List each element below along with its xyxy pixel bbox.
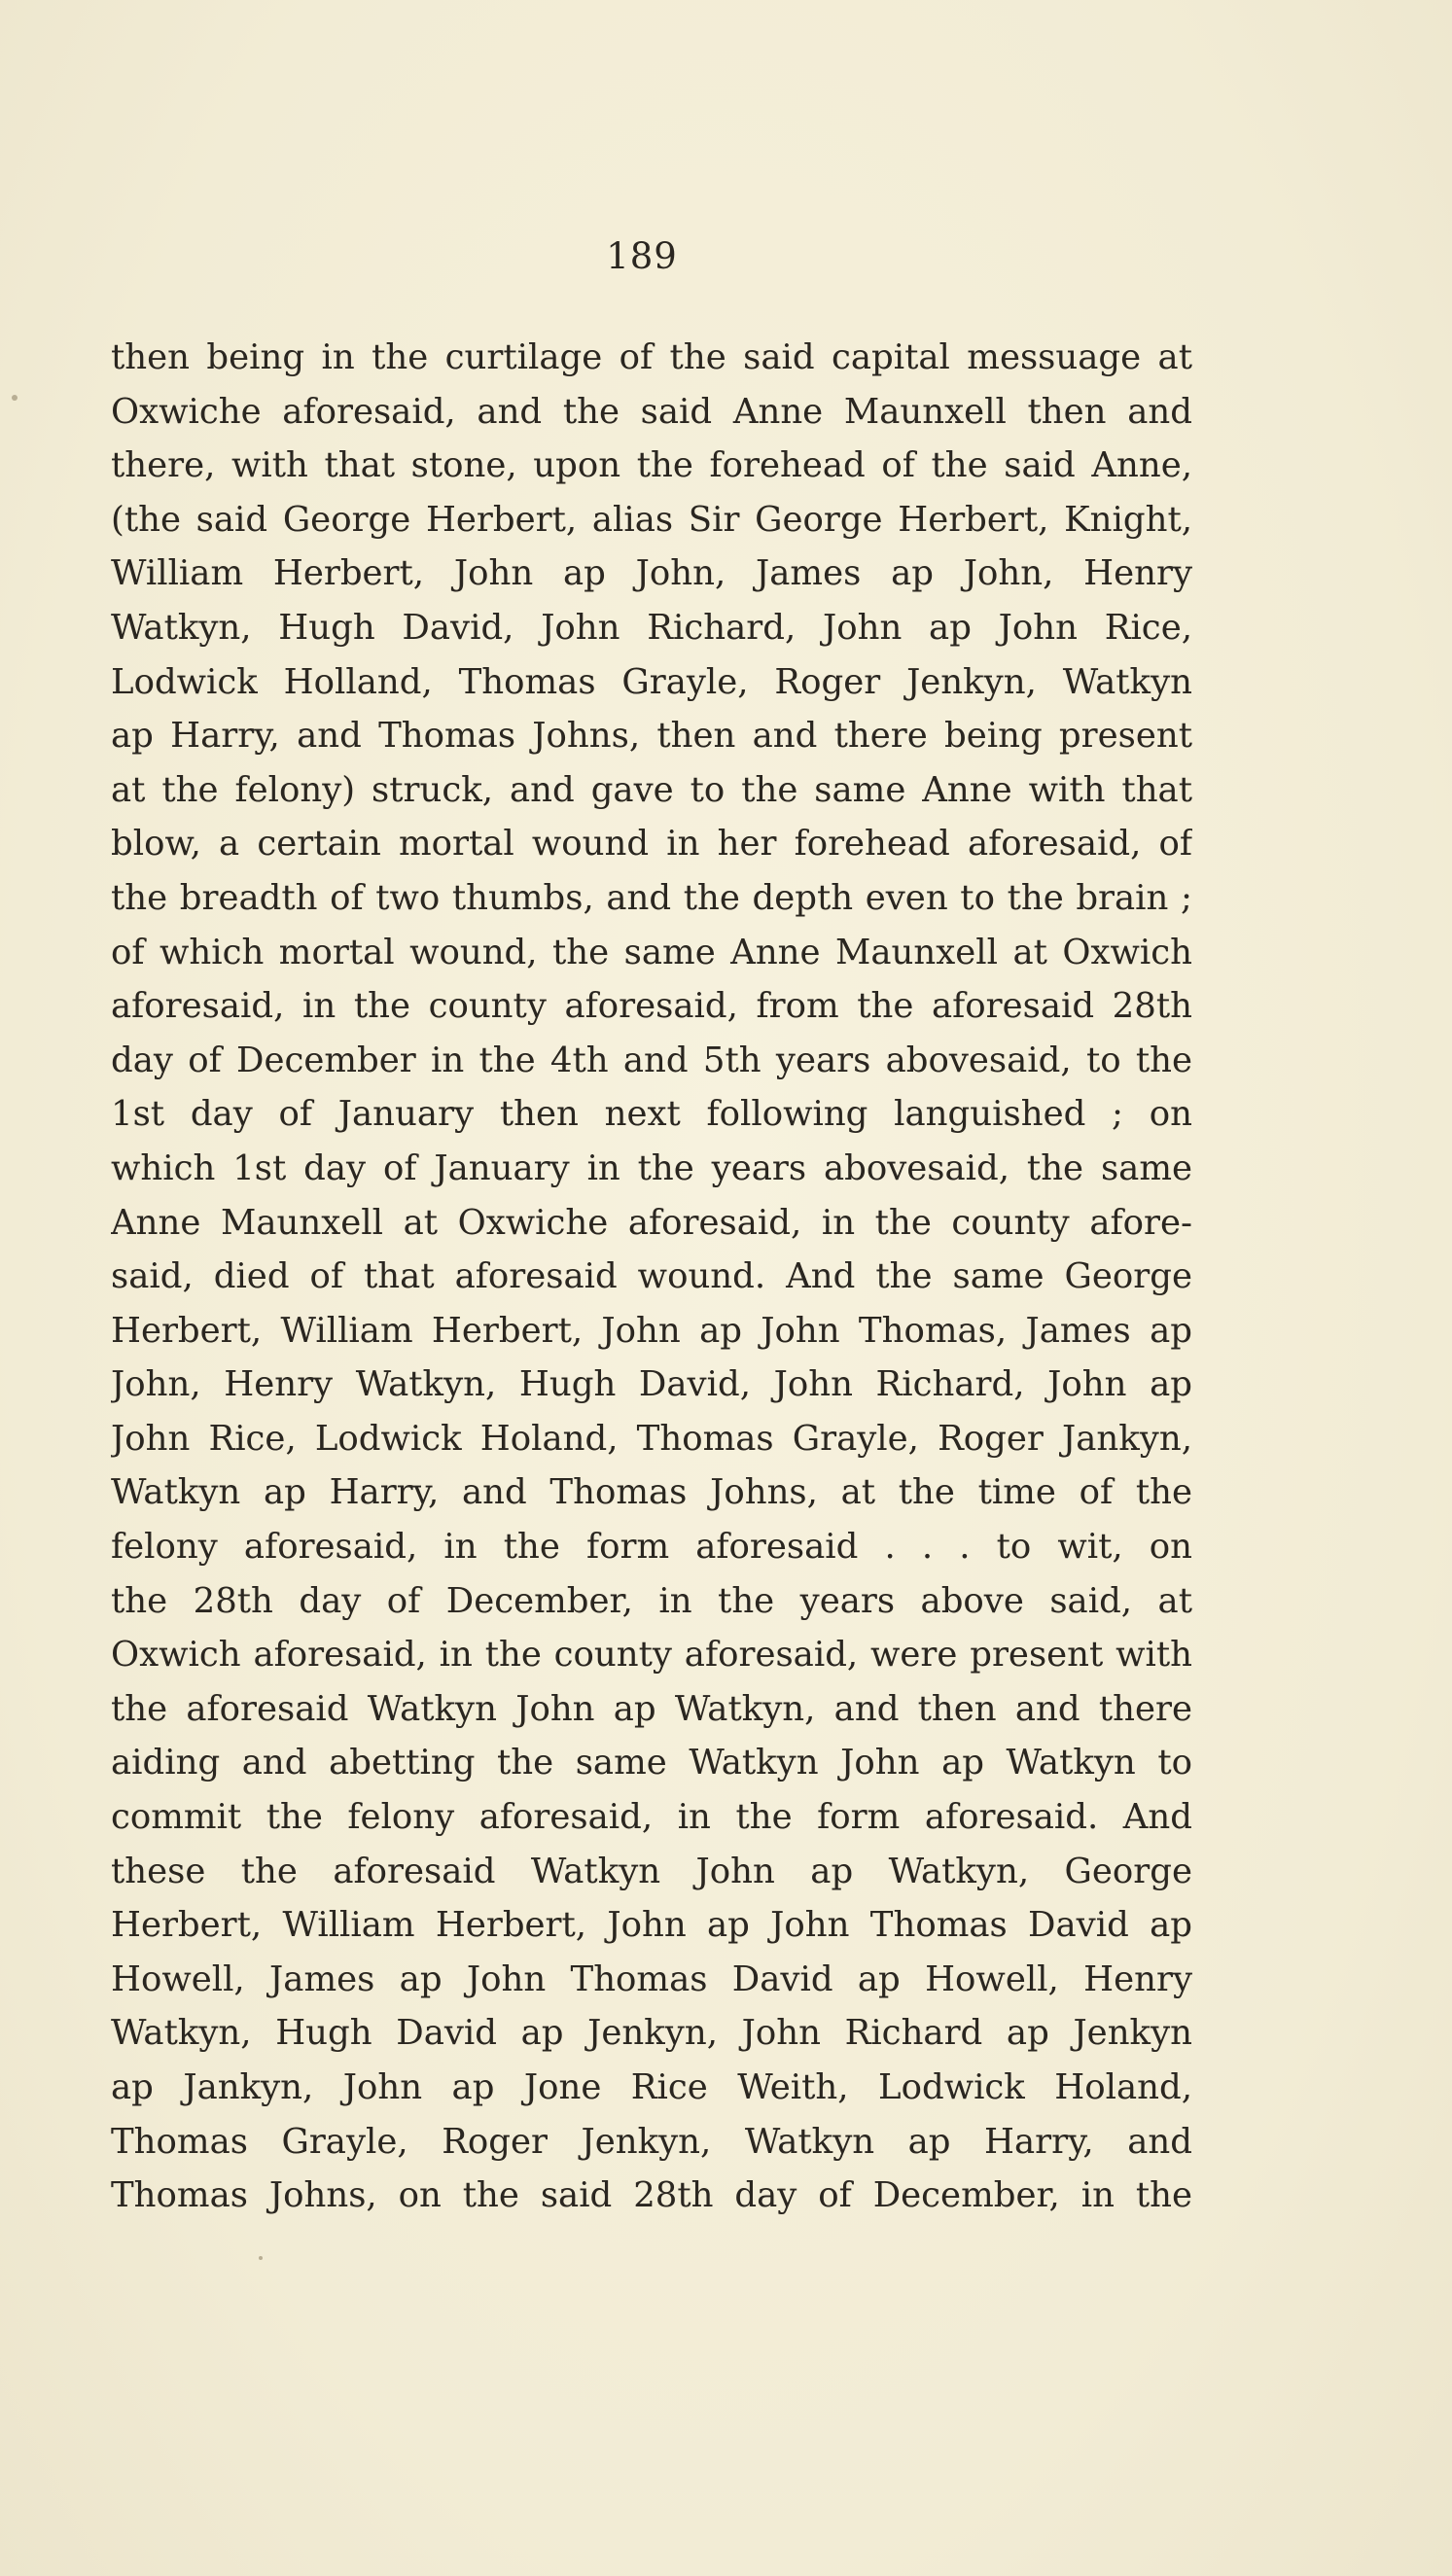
text-line: (the said George Herbert, alias Sir George Herbert, Knight, — [111, 499, 1192, 540]
text-line: blow, a certain mortal wound in her forehead aforesaid, of — [111, 824, 1192, 865]
text-line: Oxwich aforesaid, in the county aforesaid, were present with — [111, 1635, 1192, 1676]
text-line: Oxwiche aforesaid, and the said Anne Maunxell then and — [111, 391, 1192, 432]
text-line: John Rice, Lodwick Holand, Thomas Grayle, Roger Jankyn, — [111, 1418, 1192, 1459]
text-line: at the felony) struck, and gave to the same Anne with that — [111, 769, 1192, 810]
text-line: aiding and abetting the same Watkyn John ap Watkyn to — [111, 1743, 1192, 1783]
text-line: Watkyn, Hugh David, John Richard, John ap John Rice, — [111, 607, 1192, 648]
text-line: then being in the curtilage of the said capital messuage at — [111, 337, 1192, 377]
text-line: John, Henry Watkyn, Hugh David, John Richard, John ap — [111, 1364, 1192, 1405]
text-line: William Herbert, John ap John, James ap John, Henry — [111, 553, 1192, 594]
text-line: these the aforesaid Watkyn John ap Watkyn, George — [111, 1851, 1192, 1891]
text-line: ap Harry, and Thomas Johns, then and there being present — [111, 716, 1192, 757]
text-line: Watkyn, Hugh David ap Jenkyn, John Richard ap Jenkyn — [111, 2013, 1192, 2054]
paper-speck — [12, 395, 18, 401]
text-line: 1st day of January then next following languished ; on — [111, 1094, 1192, 1135]
page-number: 189 — [606, 235, 678, 277]
text-line: Watkyn ap Harry, and Thomas Johns, at the time of the — [111, 1472, 1192, 1513]
text-line: Herbert, William Herbert, John ap John Thomas David ap — [111, 1905, 1192, 1946]
text-line: Lodwick Holland, Thomas Grayle, Roger Jenkyn, Watkyn — [111, 661, 1192, 702]
text-line: day of December in the 4th and 5th years abovesaid, to the — [111, 1040, 1192, 1080]
text-line: commit the felony aforesaid, in the form aforesaid. And — [111, 1797, 1192, 1838]
text-line: there, with that stone, upon the forehead of the said Anne, — [111, 445, 1192, 486]
text-line: which 1st day of January in the years abovesaid, the same — [111, 1147, 1192, 1188]
text-line: of which mortal wound, the same Anne Maunxell at Oxwich — [111, 932, 1192, 972]
text-line: Thomas Grayle, Roger Jenkyn, Watkyn ap Harry, and — [111, 2121, 1192, 2162]
text-line: Anne Maunxell at Oxwiche aforesaid, in the county afore- — [111, 1202, 1192, 1243]
text-line: said, died of that aforesaid wound. And the same George — [111, 1256, 1192, 1297]
text-line: Howell, James ap John Thomas David ap Howell, Henry — [111, 1958, 1192, 1999]
paper-speck — [259, 2256, 263, 2260]
text-line: the 28th day of December, in the years above said, at — [111, 1580, 1192, 1621]
text-line: the breadth of two thumbs, and the depth even to the brain ; — [111, 877, 1192, 918]
text-line: felony aforesaid, in the form aforesaid . . . to wit, on — [111, 1527, 1192, 1568]
text-line: Herbert, William Herbert, John ap John Thomas, James ap — [111, 1310, 1192, 1351]
text-line: the aforesaid Watkyn John ap Watkyn, and then and there — [111, 1688, 1192, 1729]
body-text — [111, 331, 1192, 2223]
text-line: aforesaid, in the county aforesaid, from the aforesaid 28th — [111, 986, 1192, 1027]
text-line: Thomas Johns, on the said 28th day of December, in the — [111, 2175, 1192, 2216]
text-line: ap Jankyn, John ap Jone Rice Weith, Lodwick Holand, — [111, 2067, 1192, 2107]
